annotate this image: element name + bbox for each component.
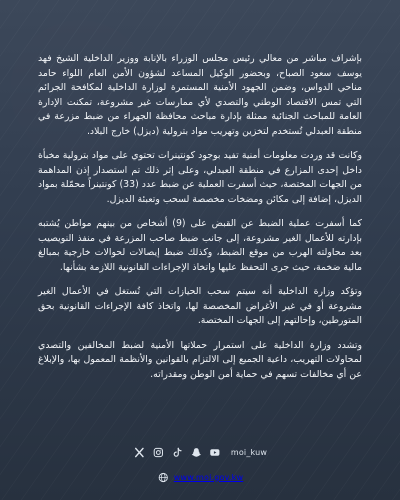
article-body xyxy=(38,52,362,392)
website-link[interactable]: www.moi.gov.kw xyxy=(173,472,244,482)
snapchat-icon[interactable] xyxy=(190,446,202,458)
paragraph-5: وتشدد وزارة الداخلية على استمرار حملاتها الأمنية لضبط المخالفين والتصدي لمحاولات التهريب، داعية الجميع إلى الالتزام بالقوانين والأنظمة المعمول بها، والإبلاغ عن أي مخالفات تسهم في حماية أمن الوطن ومقدراته. xyxy=(38,339,362,380)
paragraph-3: كما أسفرت عملية الضبط عن القبض على (9) أشخاص من بينهم مواطن يُشتبه بإدارته للأعمال الغير مشروعة، إلى جانب ضبط صاحب المزرعة في منفذ النويصيب بعد محاولته الهرب من موقع الضبط، وكذلك ضبط إيصالات لحوالات خارجية بمبالغ مالية ضخمة، حيث جرى التحفظ عليها واتخاذ الإجراءات القانونية اللازمة بشأنها. xyxy=(38,218,362,273)
instagram-icon[interactable] xyxy=(152,446,164,458)
paragraph-1: بإشراف مباشر من معالي رئيس مجلس الوزراء بالإنابة ووزير الداخلية الشيخ فهد يوسف سعود الصباح، وبحضور الوكيل المساعد لشؤون الأمن العام اللواء حامد مناحي الدواس، وضمن الجهود الأمنية المستمرة لوزارة الداخلية لمكافحة الجرائم التي تمس الاقتصاد الوطني والتصدي لأي ممارسات غير مشروعة، تمكنت الإدارة العامة للمباحث الجنائية ممثلة بإدارة مباحث محافظة الجهراء من ضبط مزرعة في منطقة العبدلي تُستخدم لتخزين وتهريب مواد بترولية (ديزل) خارج البلاد. xyxy=(38,53,362,137)
youtube-icon[interactable] xyxy=(209,446,221,458)
globe-icon xyxy=(157,471,169,483)
footer xyxy=(0,438,400,500)
x-icon[interactable] xyxy=(133,446,145,458)
paragraph-2: وكانت قد وردت معلومات أمنية تفيد بوجود كونتينرات تحتوي على مواد بترولية مخبأة داخل إحدى المزارع في منطقة العبدلي، وعلى إثر ذلك تم استصدار إذن المداهمة من الجهات المختصة، حيث أسفرت العملية عن ضبط عدد (33) كونتينراً محمّلة بمواد الديزل، إضافة إلى مكائن ومضخات مخصصة لسحب وتعبئة الديزل. xyxy=(38,150,362,205)
social-handle[interactable]: moi_kuw xyxy=(230,447,268,457)
tiktok-icon[interactable] xyxy=(171,446,183,458)
social-media-links xyxy=(133,446,267,458)
paragraph-4: وتؤكد وزارة الداخلية أنه سيتم سحب الحيازات التي تُستغل في الأعمال الغير مشروعة أو في غير الأغراض المخصصة لها، واتخاذ كافة الإجراءات القانونية بحق المتورطين، وإحالتهم إلى الجهات المختصة. xyxy=(38,286,362,326)
website-link-row xyxy=(157,471,244,483)
